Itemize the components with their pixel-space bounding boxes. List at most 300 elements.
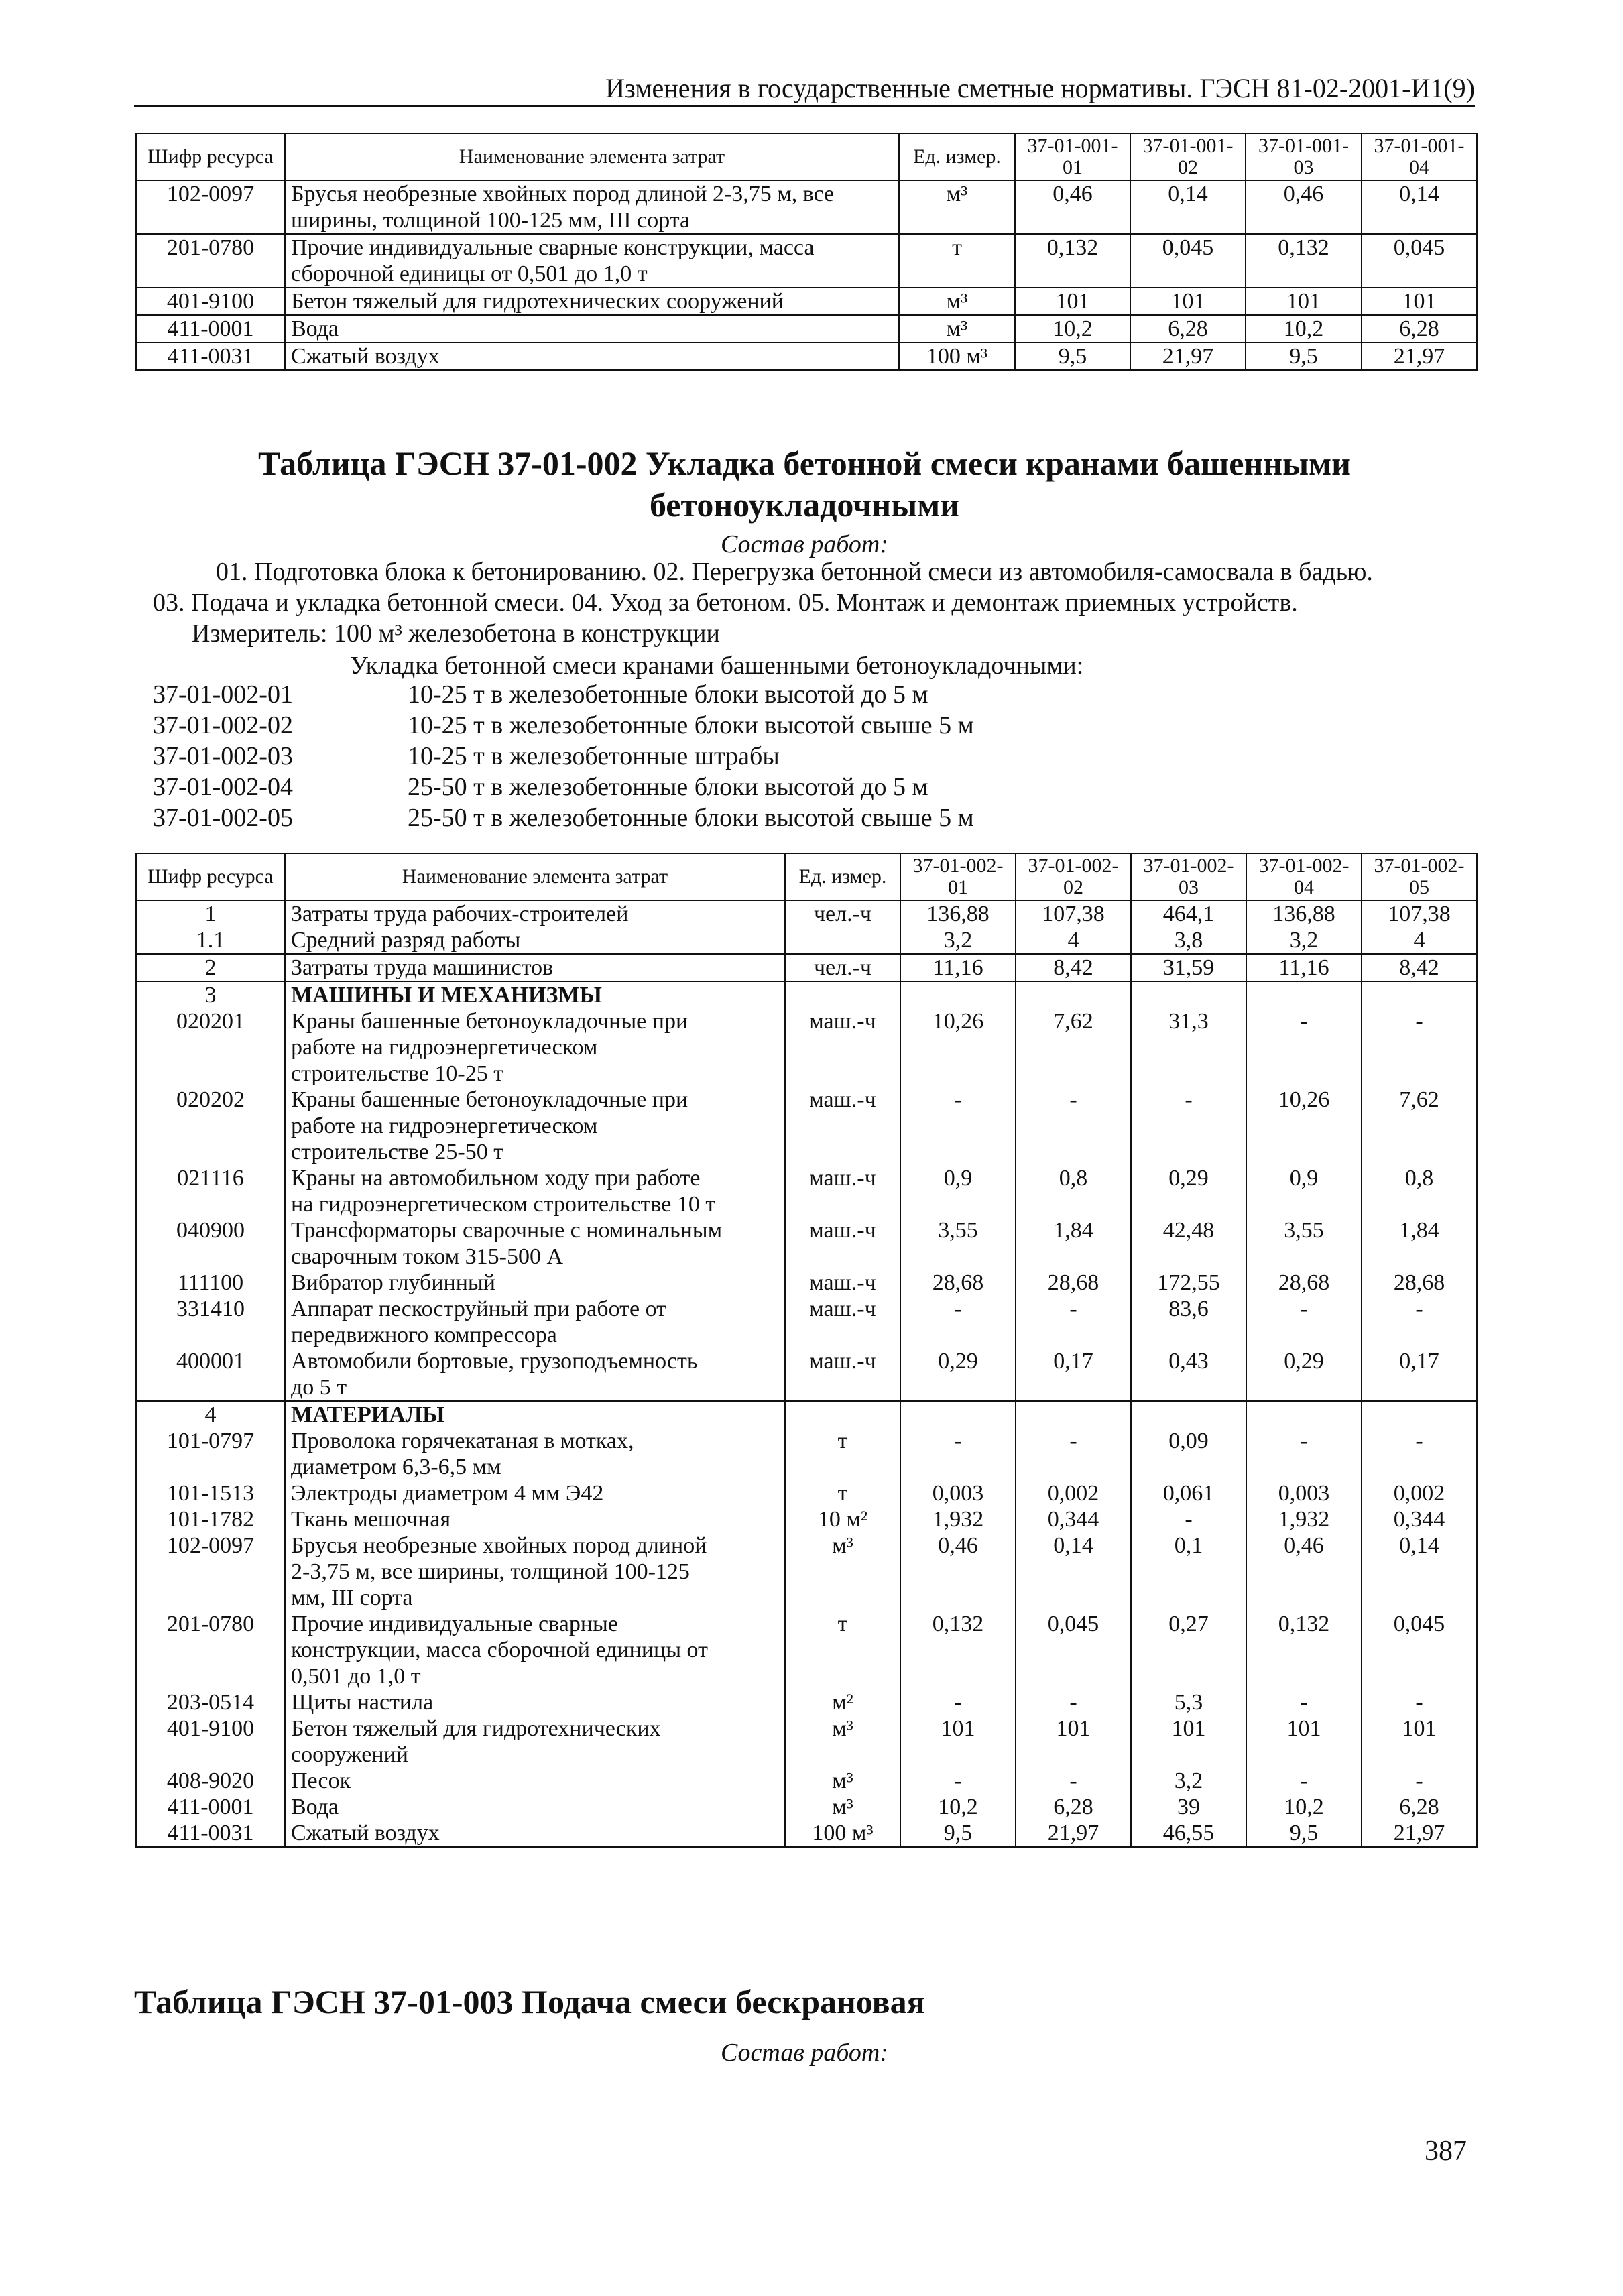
name-line: работе на гидроэнергетическом xyxy=(291,1035,598,1060)
value-cell: 5,3 xyxy=(1131,1689,1246,1715)
page-number: 387 xyxy=(1425,2136,1467,2167)
item-text: 25-50 т в железобетонные блоки высотой до 5 м xyxy=(408,773,928,801)
value-cell: 101 xyxy=(1362,1715,1477,1768)
column-header: 37-01-001-03 xyxy=(1246,133,1362,180)
cost-element-name xyxy=(285,900,785,927)
cost-element-name xyxy=(285,1428,785,1480)
resource-code: 021116 xyxy=(136,1165,285,1217)
cost-element-name xyxy=(285,954,785,981)
value-cell: 136,88 xyxy=(1246,900,1362,927)
unit-cell: маш.-ч xyxy=(785,1217,900,1270)
value-cell: 42,48 xyxy=(1131,1217,1246,1270)
unit-cell: т xyxy=(785,1428,900,1480)
value-cell: 0,045 xyxy=(1016,1611,1131,1689)
table-row xyxy=(136,1506,1477,1532)
unit-cell xyxy=(785,927,900,954)
unit-cell: м³ xyxy=(899,288,1015,315)
resource-code: 201-0780 xyxy=(136,234,285,288)
name-line: Аппарат пескоструйный при работе от xyxy=(291,1296,667,1321)
items-subtitle: Укладка бетонной смеси кранами башенными бетоноукладочными: xyxy=(350,652,1084,680)
value-cell: 28,68 xyxy=(1016,1270,1131,1296)
value-cell: - xyxy=(1131,1087,1246,1165)
table-row xyxy=(136,981,1477,1008)
value-cell: 0,9 xyxy=(1246,1165,1362,1217)
value-cell: 0,14 xyxy=(1016,1532,1131,1611)
name-line: Краны на автомобильном ходу при работе xyxy=(291,1166,701,1191)
value-cell: - xyxy=(900,1768,1016,1794)
name-line: Проволока горячекатаная в мотках, xyxy=(291,1429,634,1453)
value-cell: 4 xyxy=(1016,927,1131,954)
value-cell: 9,5 xyxy=(1246,343,1362,370)
value-cell: - xyxy=(900,1428,1016,1480)
column-header: 37-01-002-05 xyxy=(1362,853,1477,900)
composition-label: Состав работ: xyxy=(720,530,889,558)
column-header: Наименование элемента затрат xyxy=(285,133,899,180)
value-cell: 0,17 xyxy=(1016,1348,1131,1401)
composition-label-2: Состав работ: xyxy=(720,2039,889,2067)
resource-code: 401-9100 xyxy=(136,288,285,315)
value-cell: 11,16 xyxy=(900,954,1016,981)
value-cell: 3,55 xyxy=(1246,1217,1362,1270)
name-line: мм, III сорта xyxy=(291,1585,413,1610)
value-cell: 3,2 xyxy=(1131,1768,1246,1794)
value-cell: 10,26 xyxy=(1246,1087,1362,1165)
cost-element-name xyxy=(285,1768,785,1794)
table-row xyxy=(136,343,1477,370)
table-row xyxy=(136,1087,1477,1165)
column-header: Ед. измер. xyxy=(785,853,900,900)
value-cell xyxy=(900,1401,1016,1428)
item-code: 37-01-002-02 xyxy=(153,711,293,739)
value-cell: - xyxy=(1016,1768,1131,1794)
value-cell: 10,26 xyxy=(900,1008,1016,1087)
value-cell: 21,97 xyxy=(1362,1820,1477,1847)
value-cell: 11,16 xyxy=(1246,954,1362,981)
name-line: Краны башенные бетоноукладочные при xyxy=(291,1087,688,1112)
running-header xyxy=(134,70,1475,107)
cost-element-name xyxy=(285,1348,785,1401)
value-cell: 28,68 xyxy=(900,1270,1016,1296)
value-cell: 101 xyxy=(1362,288,1477,315)
table-row xyxy=(136,1689,1477,1715)
value-cell: 1,932 xyxy=(900,1506,1016,1532)
value-cell: 8,42 xyxy=(1362,954,1477,981)
resource-code: 400001 xyxy=(136,1348,285,1401)
cost-element-name xyxy=(285,288,899,315)
name-line: Сжатый воздух xyxy=(291,344,440,369)
resource-code: 408-9020 xyxy=(136,1768,285,1794)
name-line: Краны башенные бетоноукладочные при xyxy=(291,1009,688,1034)
value-cell xyxy=(1131,1401,1246,1428)
value-cell: 0,09 xyxy=(1131,1428,1246,1480)
resource-code: 2 xyxy=(136,954,285,981)
column-header: 37-01-001-01 xyxy=(1015,133,1130,180)
value-cell: 0,8 xyxy=(1362,1165,1477,1217)
value-cell: 39 xyxy=(1131,1794,1246,1820)
unit-cell: маш.-ч xyxy=(785,1348,900,1401)
value-cell: 0,1 xyxy=(1131,1532,1246,1611)
name-line: Средний разряд работы xyxy=(291,928,521,953)
cost-element-name xyxy=(285,1165,785,1217)
table-002-title: Таблица ГЭСН 37-01-002 Укладка бетонной смеси кранами башенными бетоноукладочными xyxy=(258,444,1351,524)
value-cell: 21,97 xyxy=(1130,343,1246,370)
resource-code: 101-1513 xyxy=(136,1480,285,1506)
table-row xyxy=(136,1008,1477,1087)
unit-cell: маш.-ч xyxy=(785,1296,900,1348)
value-cell: 0,14 xyxy=(1362,180,1477,234)
name-line: Вода xyxy=(291,1795,339,1819)
resource-code: 411-0001 xyxy=(136,1794,285,1820)
running-header-text: Изменения в государственные сметные нормативы. ГЭСН 81-02-2001-И1(9) xyxy=(605,73,1475,103)
name-line: Затраты труда машинистов xyxy=(291,955,554,980)
value-cell: 1,84 xyxy=(1016,1217,1131,1270)
unit-cell: м³ xyxy=(785,1715,900,1768)
name-line: Бетон тяжелый для гидротехнических xyxy=(291,1716,661,1741)
cost-element-name xyxy=(285,234,899,288)
cost-element-name xyxy=(285,1401,785,1428)
value-cell: 31,3 xyxy=(1131,1008,1246,1087)
name-line: МАТЕРИАЛЫ xyxy=(291,1402,445,1427)
unit-cell xyxy=(785,1401,900,1428)
name-line: работе на гидроэнергетическом xyxy=(291,1113,598,1138)
value-cell: 0,045 xyxy=(1362,1611,1477,1689)
column-header: Шифр ресурса xyxy=(136,133,285,180)
column-header: 37-01-001-02 xyxy=(1130,133,1246,180)
value-cell: 6,28 xyxy=(1362,315,1477,343)
value-cell: 101 xyxy=(1246,288,1362,315)
unit-cell: 10 м² xyxy=(785,1506,900,1532)
resource-code: 102-0097 xyxy=(136,1532,285,1611)
name-line: Затраты труда рабочих-строителей xyxy=(291,902,629,926)
cost-element-name xyxy=(285,315,899,343)
table-row xyxy=(136,315,1477,343)
value-cell: 0,003 xyxy=(900,1480,1016,1506)
value-cell: - xyxy=(1246,1428,1362,1480)
table-row xyxy=(136,1794,1477,1820)
table-003-title: Таблица ГЭСН 37-01-003 Подача смеси бескрановая xyxy=(134,1983,925,2020)
table-row xyxy=(136,927,1477,954)
cost-element-name xyxy=(285,1611,785,1689)
value-cell: 6,28 xyxy=(1016,1794,1131,1820)
name-line: до 5 т xyxy=(291,1375,347,1400)
value-cell: 21,97 xyxy=(1362,343,1477,370)
table-row xyxy=(136,954,1477,981)
value-cell: 107,38 xyxy=(1016,900,1131,927)
value-cell: 0,344 xyxy=(1016,1506,1131,1532)
value-cell xyxy=(1246,981,1362,1008)
table-row xyxy=(136,180,1477,234)
name-line: ширины, толщиной 100-125 мм, III сорта xyxy=(291,208,690,233)
resource-code: 411-0031 xyxy=(136,1820,285,1847)
value-cell: - xyxy=(1016,1689,1131,1715)
name-line: конструкции, масса сборочной единицы от xyxy=(291,1638,708,1663)
value-cell: - xyxy=(900,1296,1016,1348)
value-cell: 0,46 xyxy=(1246,1532,1362,1611)
value-cell: 1,84 xyxy=(1362,1217,1477,1270)
value-cell: 101 xyxy=(1246,1715,1362,1768)
table-row xyxy=(136,1217,1477,1270)
resource-table-002 xyxy=(135,853,1478,1848)
table-row xyxy=(136,1768,1477,1794)
table-row xyxy=(136,1480,1477,1506)
value-cell xyxy=(1362,1401,1477,1428)
value-cell: 0,27 xyxy=(1131,1611,1246,1689)
table-row xyxy=(136,288,1477,315)
item-code: 37-01-002-05 xyxy=(153,804,293,832)
value-cell: 101 xyxy=(1131,1715,1246,1768)
value-cell: 3,55 xyxy=(900,1217,1016,1270)
value-cell: 0,46 xyxy=(900,1532,1016,1611)
value-cell: 107,38 xyxy=(1362,900,1477,927)
value-cell: 46,55 xyxy=(1131,1820,1246,1847)
cost-element-name xyxy=(285,981,785,1008)
resource-code: 1.1 xyxy=(136,927,285,954)
cost-element-name xyxy=(285,927,785,954)
unit-cell: 100 м³ xyxy=(785,1820,900,1847)
value-cell: 0,132 xyxy=(900,1611,1016,1689)
resource-code: 331410 xyxy=(136,1296,285,1348)
value-cell: 10,2 xyxy=(1246,315,1362,343)
value-cell: 0,9 xyxy=(900,1165,1016,1217)
table-row xyxy=(136,1270,1477,1296)
value-cell: 28,68 xyxy=(1362,1270,1477,1296)
value-cell: 3,2 xyxy=(900,927,1016,954)
table-row xyxy=(136,1428,1477,1480)
value-cell: - xyxy=(1246,1689,1362,1715)
value-cell: 101 xyxy=(900,1715,1016,1768)
cost-element-name xyxy=(285,1008,785,1087)
table-row xyxy=(136,1165,1477,1217)
name-line: сооружений xyxy=(291,1742,408,1767)
resource-code: 101-0797 xyxy=(136,1428,285,1480)
name-line: 2-3,75 м, все ширины, толщиной 100-125 xyxy=(291,1559,690,1584)
name-line: Песок xyxy=(291,1768,351,1793)
value-cell: 83,6 xyxy=(1131,1296,1246,1348)
unit-cell: м³ xyxy=(785,1532,900,1611)
table-row xyxy=(136,1401,1477,1428)
value-cell xyxy=(1016,981,1131,1008)
value-cell: - xyxy=(1246,1768,1362,1794)
unit-cell: м² xyxy=(785,1689,900,1715)
column-header: Ед. измер. xyxy=(899,133,1015,180)
name-line: Прочие индивидуальные сварные конструкции, масса xyxy=(291,235,815,260)
resource-code: 020202 xyxy=(136,1087,285,1165)
value-cell: 0,045 xyxy=(1362,234,1477,288)
item-code: 37-01-002-01 xyxy=(153,680,293,709)
value-cell: 3,2 xyxy=(1246,927,1362,954)
value-cell: - xyxy=(1362,1008,1477,1087)
value-cell: 0,045 xyxy=(1130,234,1246,288)
value-cell: 172,55 xyxy=(1131,1270,1246,1296)
resource-code: 411-0031 xyxy=(136,343,285,370)
resource-code: 4 xyxy=(136,1401,285,1428)
name-line: Брусья необрезные хвойных пород длиной xyxy=(291,1533,707,1558)
name-line: Ткань мешочная xyxy=(291,1507,451,1532)
value-cell: 0,344 xyxy=(1362,1506,1477,1532)
name-line: Вода xyxy=(291,316,339,341)
work-line-2: 03. Подача и укладка бетонной смеси. 04. Уход за бетоном. 05. Монтаж и демонтаж приемных устройств. xyxy=(153,589,1298,617)
name-line: сварочным током 315-500 А xyxy=(291,1244,564,1269)
work-line-1: 01. Подготовка блока к бетонированию. 02. Перегрузка бетонной смеси из автомобиля-самосвала в бадью. xyxy=(216,558,1373,586)
value-cell: 0,14 xyxy=(1362,1532,1477,1611)
cost-element-name xyxy=(285,1296,785,1348)
value-cell: 4 xyxy=(1362,927,1477,954)
name-line: на гидроэнергетическом строительстве 10 т xyxy=(291,1192,716,1217)
unit-cell: чел.-ч xyxy=(785,954,900,981)
value-cell: 0,29 xyxy=(1246,1348,1362,1401)
value-cell: - xyxy=(1362,1296,1477,1348)
value-cell: 0,132 xyxy=(1015,234,1130,288)
unit-cell: м³ xyxy=(785,1768,900,1794)
table-row xyxy=(136,900,1477,927)
value-cell: 0,002 xyxy=(1362,1480,1477,1506)
unit-cell: маш.-ч xyxy=(785,1008,900,1087)
value-cell: 0,43 xyxy=(1131,1348,1246,1401)
value-cell: 0,061 xyxy=(1131,1480,1246,1506)
cost-element-name xyxy=(285,343,899,370)
value-cell: - xyxy=(1362,1689,1477,1715)
item-text: 10-25 т в железобетонные блоки высотой свыше 5 м xyxy=(408,711,974,739)
value-cell: - xyxy=(1246,1296,1362,1348)
resource-code: 3 xyxy=(136,981,285,1008)
value-cell: - xyxy=(1246,1008,1362,1087)
value-cell xyxy=(900,981,1016,1008)
value-cell: 0,132 xyxy=(1246,234,1362,288)
unit-cell: маш.-ч xyxy=(785,1087,900,1165)
name-line: Брусья необрезные хвойных пород длиной 2-3,75 м, все xyxy=(291,182,835,206)
name-line: Трансформаторы сварочные с номинальным xyxy=(291,1218,723,1243)
value-cell: 464,1 xyxy=(1131,900,1246,927)
item-code: 37-01-002-04 xyxy=(153,773,293,801)
name-line: Прочие индивидуальные сварные xyxy=(291,1612,618,1636)
cost-element-name xyxy=(285,1715,785,1768)
resource-code: 401-9100 xyxy=(136,1715,285,1768)
unit-cell: т xyxy=(785,1480,900,1506)
unit-cell: маш.-ч xyxy=(785,1165,900,1217)
cost-element-name xyxy=(285,1217,785,1270)
name-line: передвижного компрессора xyxy=(291,1323,557,1347)
value-cell: - xyxy=(900,1689,1016,1715)
column-header: 37-01-002-02 xyxy=(1016,853,1131,900)
resource-code: 040900 xyxy=(136,1217,285,1270)
table-row xyxy=(136,1611,1477,1689)
value-cell: - xyxy=(1016,1087,1131,1165)
value-cell: 31,59 xyxy=(1131,954,1246,981)
column-header: 37-01-001-04 xyxy=(1362,133,1477,180)
name-line: Бетон тяжелый для гидротехнических сооружений xyxy=(291,289,784,314)
item-text: 25-50 т в железобетонные блоки высотой свыше 5 м xyxy=(408,804,974,832)
item-code: 37-01-002-03 xyxy=(153,742,293,770)
name-line: диаметром 6,3-6,5 мм xyxy=(291,1455,501,1479)
name-line: строительстве 10-25 т xyxy=(291,1061,504,1086)
value-cell: - xyxy=(1362,1428,1477,1480)
resource-table-001 xyxy=(135,133,1478,371)
value-cell: 7,62 xyxy=(1362,1087,1477,1165)
value-cell: 0,8 xyxy=(1016,1165,1131,1217)
value-cell: 8,42 xyxy=(1016,954,1131,981)
resource-code: 101-1782 xyxy=(136,1506,285,1532)
value-cell: - xyxy=(1131,1506,1246,1532)
table-row xyxy=(136,1348,1477,1401)
table-row xyxy=(136,1296,1477,1348)
item-text: 10-25 т в железобетонные блоки высотой до 5 м xyxy=(408,680,928,709)
value-cell xyxy=(1016,1401,1131,1428)
value-cell: 28,68 xyxy=(1246,1270,1362,1296)
cost-element-name xyxy=(285,180,899,234)
cost-element-name xyxy=(285,1506,785,1532)
value-cell: 3,8 xyxy=(1131,927,1246,954)
value-cell: 6,28 xyxy=(1130,315,1246,343)
value-cell: 10,2 xyxy=(1246,1794,1362,1820)
value-cell: - xyxy=(900,1087,1016,1165)
value-cell: - xyxy=(1362,1768,1477,1794)
value-cell: 9,5 xyxy=(1246,1820,1362,1847)
resource-code: 201-0780 xyxy=(136,1611,285,1689)
value-cell: 0,17 xyxy=(1362,1348,1477,1401)
unit-cell: чел.-ч xyxy=(785,900,900,927)
column-header: 37-01-002-03 xyxy=(1131,853,1246,900)
cost-element-name xyxy=(285,1689,785,1715)
resource-code: 411-0001 xyxy=(136,315,285,343)
cost-element-name xyxy=(285,1794,785,1820)
table-row xyxy=(136,1715,1477,1768)
table-row xyxy=(136,1820,1477,1847)
value-cell: 101 xyxy=(1015,288,1130,315)
table-row xyxy=(136,234,1477,288)
name-line: 0,501 до 1,0 т xyxy=(291,1664,421,1689)
value-cell: 0,132 xyxy=(1246,1611,1362,1689)
resource-code: 1 xyxy=(136,900,285,927)
table-row xyxy=(136,1532,1477,1611)
column-header: Наименование элемента затрат xyxy=(285,853,785,900)
value-cell: 0,003 xyxy=(1246,1480,1362,1506)
unit-cell: т xyxy=(899,234,1015,288)
resource-code: 102-0097 xyxy=(136,180,285,234)
value-cell: 0,29 xyxy=(900,1348,1016,1401)
name-line: сборочной единицы от 0,501 до 1,0 т xyxy=(291,261,648,286)
value-cell: 0,002 xyxy=(1016,1480,1131,1506)
unit-cell: м³ xyxy=(785,1794,900,1820)
value-cell: 101 xyxy=(1016,1715,1131,1768)
value-cell: 136,88 xyxy=(900,900,1016,927)
cost-element-name xyxy=(285,1480,785,1506)
unit-cell xyxy=(785,981,900,1008)
name-line: Щиты настила xyxy=(291,1690,434,1715)
unit-cell: т xyxy=(785,1611,900,1689)
cost-element-name xyxy=(285,1820,785,1847)
unit-cell: м³ xyxy=(899,180,1015,234)
value-cell xyxy=(1246,1401,1362,1428)
value-cell xyxy=(1131,981,1246,1008)
meter-line: Измеритель: 100 м³ железобетона в конструкции xyxy=(192,619,720,648)
value-cell: 9,5 xyxy=(900,1820,1016,1847)
name-line: Сжатый воздух xyxy=(291,1821,440,1846)
unit-cell: 100 м³ xyxy=(899,343,1015,370)
value-cell: 9,5 xyxy=(1015,343,1130,370)
value-cell: 6,28 xyxy=(1362,1794,1477,1820)
value-cell: - xyxy=(1016,1428,1131,1480)
name-line: строительстве 25-50 т xyxy=(291,1140,504,1164)
cost-element-name xyxy=(285,1532,785,1611)
cost-element-name xyxy=(285,1270,785,1296)
name-line: Автомобили бортовые, грузоподъемность xyxy=(291,1349,698,1374)
column-header: Шифр ресурса xyxy=(136,853,285,900)
value-cell: 0,29 xyxy=(1131,1165,1246,1217)
unit-cell: маш.-ч xyxy=(785,1270,900,1296)
value-cell: 21,97 xyxy=(1016,1820,1131,1847)
value-cell: 101 xyxy=(1130,288,1246,315)
value-cell: 10,2 xyxy=(1015,315,1130,343)
